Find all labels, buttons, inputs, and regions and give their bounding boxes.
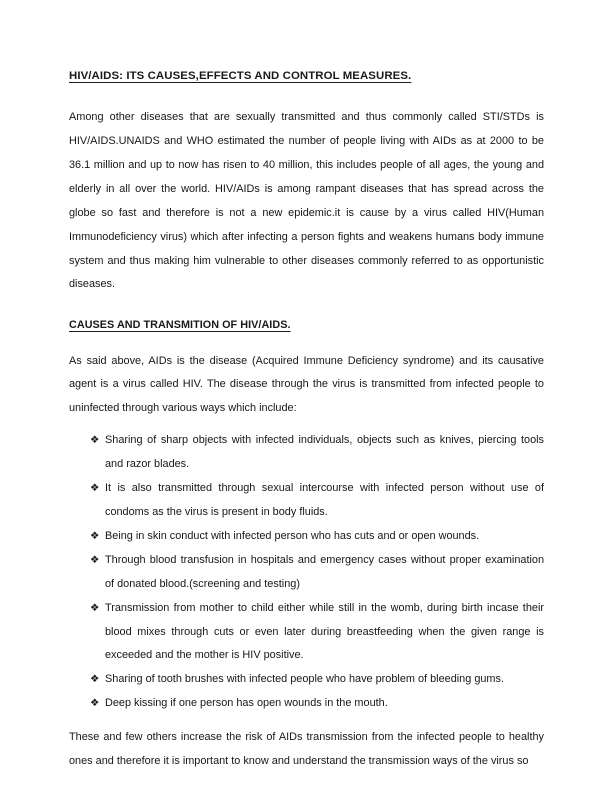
list-item-text: It is also transmitted through sexual intercourse with infected person without use of condoms as the virus is present in body fluids.	[105, 482, 544, 518]
diamond-bullet-icon: ❖	[90, 697, 100, 710]
diamond-bullet-icon: ❖	[90, 434, 100, 447]
list-item	[69, 549, 544, 597]
diamond-bullet-icon: ❖	[90, 482, 100, 495]
closing-paragraph: These and few others increase the risk of AIDs transmission from the infected people to healthy ones and therefore it is important to know and understand the transmission ways of the virus so	[69, 731, 544, 768]
diamond-bullet-icon: ❖	[90, 529, 100, 542]
intro-paragraph: Among other diseases that are sexually transmitted and thus commonly called STI/STDs is HIV/AIDS.UNAIDS and WHO estimated the number of people living with AIDs as at 2000 to be 36.1 million and up to now has risen to 40 million, this includes people of all ages, the young and elderly in all over the world. HIV/AIDs is among rampant diseases that has spread across the globe so fast and therefore is not a new epidemic.it is cause by a virus called HIV(Human Immunodeficiency virus) which after infecting a person fights and weakens humans body immune system and thus making him vulnerable to other diseases commonly referred to as opportunistic diseases.	[69, 111, 544, 291]
transmission-bullet-list	[69, 429, 544, 716]
diamond-bullet-icon: ❖	[90, 553, 100, 566]
list-item	[69, 597, 544, 669]
list-item-text: Through blood transfusion in hospitals and emergency cases without proper examination of donated blood.(screening and testing)	[105, 553, 544, 590]
list-item	[69, 692, 544, 716]
list-item-text: Sharing of tooth brushes with infected people who have problem of bleeding gums.	[105, 673, 504, 686]
page-title: HIV/AIDS: ITS CAUSES,EFFECTS AND CONTROL MEASURES.	[69, 70, 412, 82]
section-intro-paragraph: As said above, AIDs is the disease (Acquired Immune Deficiency syndrome) and its causative agent is a virus called HIV. The disease through the virus is transmitted from infected people to uninfected through various ways which include:	[69, 354, 544, 415]
list-item	[69, 668, 544, 692]
list-item-text: Deep kissing if one person has open wounds in the mouth.	[105, 697, 388, 710]
list-item	[69, 429, 544, 477]
diamond-bullet-icon: ❖	[90, 673, 100, 686]
list-item	[69, 477, 544, 525]
list-item-text: Being in skin conduct with infected person who has cuts and or open wounds.	[105, 529, 480, 542]
list-item	[69, 525, 544, 549]
list-item-text: Transmission from mother to child either while still in the womb, during birth incase their blood mixes through cuts or even later during breastfeeding when the given range is exceeded and the mother is HIV positive.	[105, 601, 544, 662]
diamond-bullet-icon: ❖	[90, 601, 100, 614]
list-item-text: Sharing of sharp objects with infected individuals, objects such as knives, piercing tools and razor blades.	[105, 434, 544, 471]
section-heading-causes-transmission: CAUSES AND TRANSMITION OF HIV/AIDS.	[69, 319, 291, 332]
